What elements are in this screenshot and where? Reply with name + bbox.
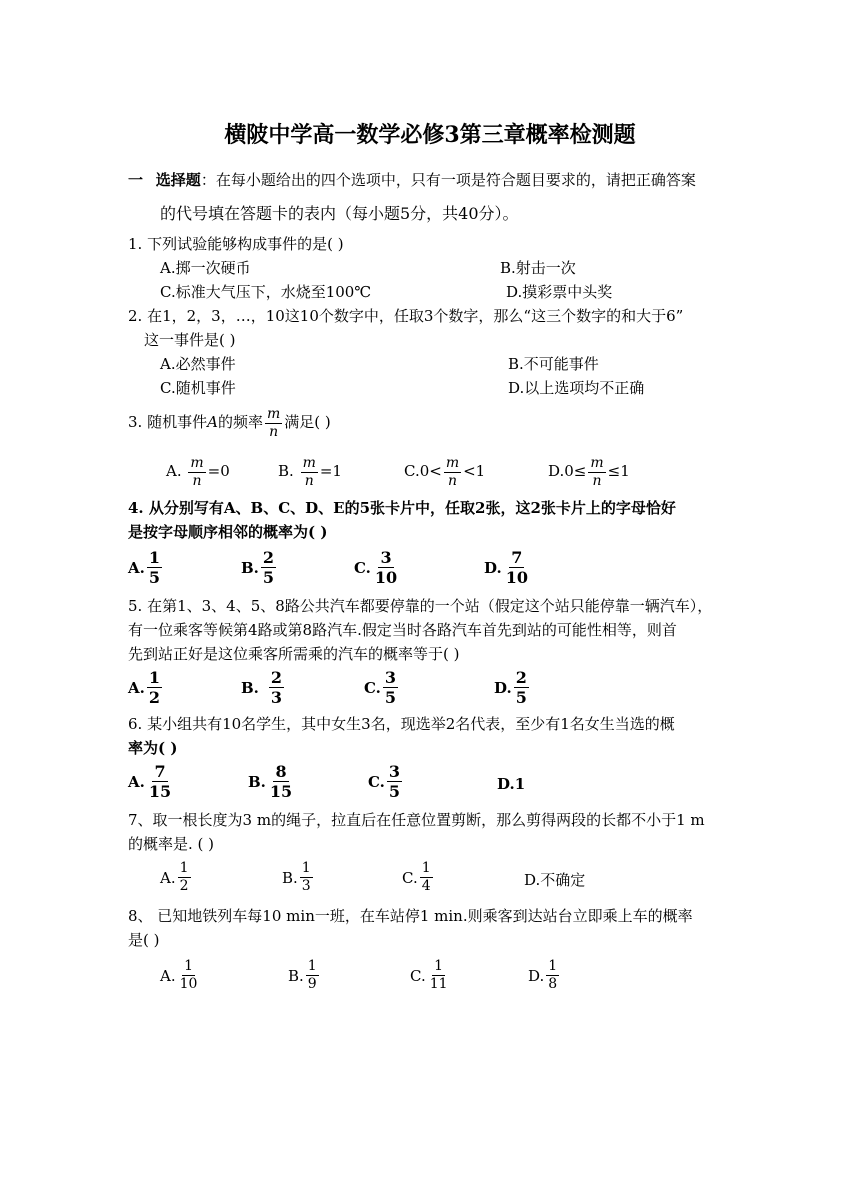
q3-stem: [128, 403, 331, 441]
q3-fraction: [265, 406, 282, 441]
q6-option-d: D.1: [497, 775, 526, 793]
q2-option-a: A.必然事件: [160, 355, 236, 373]
q3-option-b: [278, 452, 342, 490]
q5-b-fraction: $\frac{2}{3}$: [270, 668, 283, 707]
q7-c-fraction: $\frac{1}{4}$: [421, 860, 431, 894]
q8-a-fraction: $\frac{1}{10}$: [179, 958, 198, 992]
q5-option-a: [128, 668, 164, 707]
q3-frac-den: n: [269, 423, 279, 440]
q3-frac-num: m: [266, 405, 281, 422]
q4-a-label: A.: [128, 558, 145, 577]
q7-c-label: C.: [402, 868, 418, 887]
q4-d-label: D.: [484, 558, 502, 577]
q7-stem-line-2: 的概率是. ( ): [128, 835, 215, 853]
q8-c-label: C.: [410, 966, 426, 985]
q7-option-b: [282, 860, 315, 895]
q7-option-a: [160, 860, 193, 895]
q4-d-fraction: $\frac{7}{10}$: [505, 548, 528, 587]
q2-option-d: D.以上选项均不正确: [508, 379, 645, 397]
q3-stem-post: 满足( ): [284, 413, 331, 431]
q8-stem-line-1: 8、 已知地铁列车每10 min一班，在车站停1 min.则乘客到达站台立即乘上车的概率: [128, 907, 693, 925]
q7-option-c: [402, 860, 435, 895]
q3-c-pre: C.0<: [404, 462, 442, 480]
q6-option-a: [128, 762, 175, 801]
q3-b-rel: =1: [319, 462, 342, 480]
q5-a-label: A.: [128, 678, 145, 697]
q3-option-c: [404, 452, 485, 490]
q3-var: A: [207, 413, 218, 431]
q1-stem: 1. 下列试验能够构成事件的是( ): [128, 235, 344, 253]
q4-option-d: [484, 548, 532, 587]
q5-stem-line-3: 先到站正好是这位乘客所需乘的汽车的概率等于( ): [128, 645, 460, 663]
q6-option-b: [248, 762, 296, 801]
q8-b-fraction: $\frac{1}{9}$: [307, 958, 317, 992]
q6-option-c: [368, 762, 404, 801]
q3-c-fraction: $\frac{m}{n}$: [445, 454, 460, 489]
q5-a-fraction: $\frac{1}{2}$: [148, 668, 161, 707]
q6-c-label: C.: [368, 772, 385, 791]
section-marker: 一: [128, 171, 144, 189]
q7-b-fraction: $\frac{1}{3}$: [301, 860, 311, 894]
q6-b-label: B.: [248, 772, 266, 791]
q8-option-b: [288, 958, 321, 993]
q4-option-c: [354, 548, 401, 587]
q3-option-d: [548, 452, 630, 490]
q3-a-rel: =0: [207, 462, 230, 480]
q8-d-fraction: $\frac{1}{8}$: [548, 958, 558, 992]
q8-option-d: [528, 958, 561, 993]
q6-a-label: A.: [128, 772, 145, 791]
q4-stem-line-2: 是按字母顺序相邻的概率为( ): [128, 523, 328, 541]
q4-option-a: [128, 548, 164, 587]
q6-stem-line-2: 率为( ): [128, 739, 178, 757]
q3-d-fraction: $\frac{m}{n}$: [590, 454, 604, 489]
q3-d-post: ≤1: [607, 462, 630, 480]
q7-a-fraction: $\frac{1}{2}$: [179, 860, 189, 894]
q5-d-fraction: $\frac{2}{5}$: [515, 668, 527, 707]
q5-option-b: [241, 668, 286, 707]
q3-c-post: <1: [463, 462, 486, 480]
q3-option-a: [166, 452, 230, 490]
page-title: 横陂中学高一数学必修3第三章概率检测题: [224, 122, 636, 148]
q7-b-label: B.: [282, 868, 298, 887]
q8-b-label: B.: [288, 966, 304, 985]
q3-stem-pre: 3. 随机事件: [128, 413, 208, 431]
q3-stem-mid: 的频率: [217, 413, 263, 431]
q6-a-fraction: $\frac{7}{15}$: [148, 762, 172, 801]
q8-option-c: [410, 958, 452, 993]
q8-d-label: D.: [528, 966, 545, 985]
q6-stem-line-1: 6. 某小组共有10名学生，其中女生3名，现选举2名代表，至少有1名女生当选的概: [128, 715, 675, 733]
q5-option-d: [494, 668, 531, 707]
q5-option-c: [364, 668, 400, 707]
q3-a-label: A.: [166, 462, 182, 480]
q1-option-b: B.射击一次: [500, 259, 576, 277]
q2-option-b: B.不可能事件: [508, 355, 599, 373]
q4-stem-line-1: 4. 从分别写有A、B、C、D、E的5张卡片中，任取2张，这2张卡片上的字母恰好: [128, 499, 676, 517]
q5-stem-line-2: 有一位乘客等候第4路或第8路汽车.假定当时各路汽车首先到站的可能性相等，则首: [128, 621, 677, 639]
section-line-2: 的代号填在答题卡的表内（每小题5分，共40分）。: [160, 204, 519, 223]
q5-stem-line-1: 5. 在第1、3、4、5、8路公共汽车都要停靠的一个站（假定这个站只能停靠一辆汽车），: [128, 597, 713, 615]
q5-b-label: B.: [241, 678, 259, 697]
q2-option-c: C.随机事件: [160, 379, 236, 397]
q7-option-d: D.不确定: [524, 871, 586, 889]
q4-a-fraction: $\frac{1}{5}$: [148, 548, 161, 587]
section-line-1: ：在每小题给出的四个选项中，只有一项是符合题目要求的，请把正确答案: [200, 171, 696, 189]
section-heading: [128, 170, 696, 190]
q1-option-c: C.标准大气压下，水烧至100℃: [160, 283, 372, 301]
q4-c-fraction: $\frac{3}{10}$: [374, 548, 398, 587]
q8-option-a: [160, 958, 201, 993]
q3-a-fraction: $\frac{m}{n}$: [190, 454, 204, 489]
q7-a-label: A.: [160, 868, 176, 887]
q7-stem-line-1: 7、取一根长度为3 m的绳子，拉直后在任意位置剪断，那么剪得两段的长都不小于1 m: [128, 811, 705, 829]
q8-c-fraction: $\frac{1}{11}$: [429, 958, 448, 992]
q3-d-pre: D.0≤: [548, 462, 587, 480]
section-label: 选择题: [155, 171, 201, 189]
q6-b-fraction: $\frac{8}{15}$: [269, 762, 293, 801]
q2-stem-line-1: 2. 在1，2，3，…，10这10个数字中，任取3个数字，那么“这三个数字的和大于6”: [128, 307, 684, 325]
q5-c-fraction: $\frac{3}{5}$: [384, 668, 397, 707]
q6-c-fraction: $\frac{3}{5}$: [388, 762, 401, 801]
q8-stem-line-2: 是( ): [128, 931, 160, 949]
q3-b-label: B.: [278, 462, 294, 480]
q4-c-label: C.: [354, 558, 371, 577]
q5-c-label: C.: [364, 678, 381, 697]
q2-stem-line-2: 这一事件是( ): [144, 331, 236, 349]
q1-option-a: A.掷一次硬币: [160, 259, 251, 277]
q5-d-label: D.: [494, 678, 512, 697]
q4-b-label: B.: [241, 558, 259, 577]
q3-b-fraction: $\frac{m}{n}$: [302, 454, 316, 489]
q4-option-b: [241, 548, 278, 587]
q8-a-label: A.: [160, 966, 176, 985]
q1-option-d: D.摸彩票中头奖: [506, 283, 613, 301]
q4-b-fraction: $\frac{2}{5}$: [262, 548, 275, 587]
